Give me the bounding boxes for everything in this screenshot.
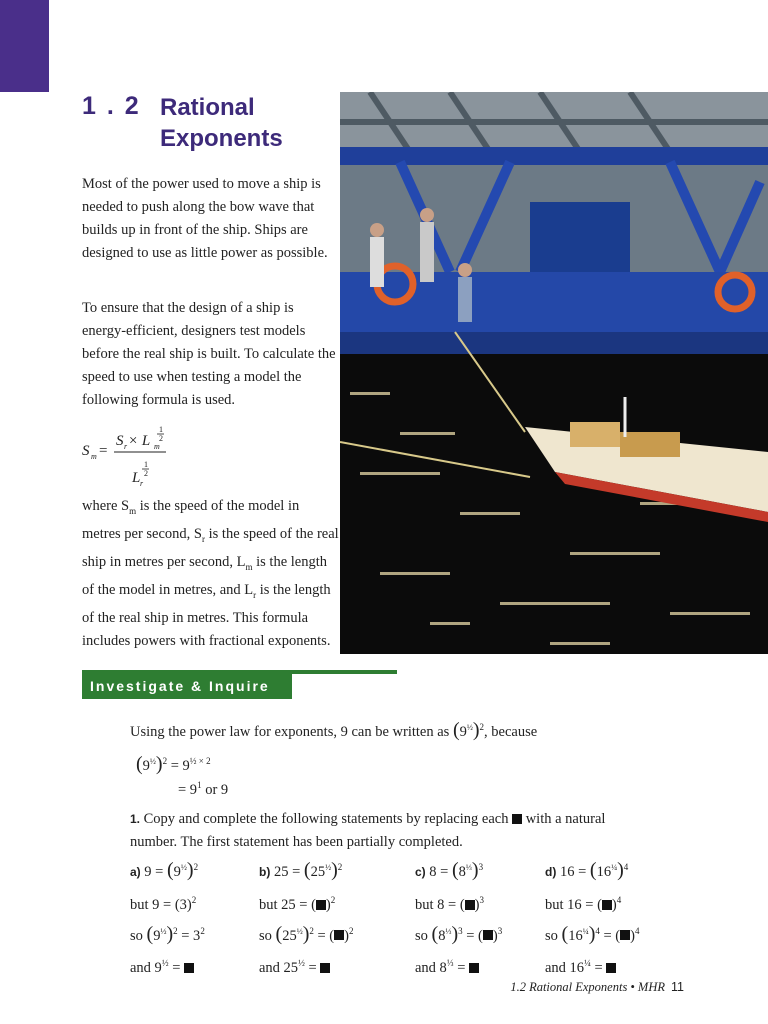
formula-times: × L <box>128 433 151 449</box>
part-c: c) $8 = (8^{\frac{1}{3}})^3$ but 8 = ( )$^3$ so $(8^{\frac{1}{3}})^3$ = ( )$^3$ and $8^{\frac{1}{3}}$ = <box>415 858 503 977</box>
part-b: b) $25 = (25^{\frac{1}{2}})^2$ but 25 = ( )$^2$ so $(25^{\frac{1}{2}})^2$ = ( )$^2$ and $25^{\frac{1}{2}}$ = <box>259 858 354 977</box>
formula-den-half-den: 2 <box>144 469 148 478</box>
section-number: 1 . 2 <box>82 92 141 120</box>
formula-den-half-num: 1 <box>144 460 148 469</box>
formula-lhs-sub: m <box>91 452 97 461</box>
corner-tab <box>0 0 49 92</box>
photo-illustration <box>340 92 768 654</box>
formula-den-sub: r <box>140 479 144 488</box>
intro-paragraph-1: Most of the power used to move a ship is needed to push along the bow wave that builds up in front of the ship. Ships are designed to use as little power as possible. <box>82 176 328 261</box>
formula-num: S <box>116 433 124 449</box>
intro-paragraph-2: To ensure that the design of a ship is energy-efficient, designers test models before the real ship is built. To calculate the speed to use when testing a model the following formula is used. <box>82 300 336 408</box>
page-footer <box>510 980 684 995</box>
part-d: d) $16 = (16^{\frac{1}{4}})^4$ but 16 = ( )$^4$ so $(16^{\frac{1}{4}})^4$ = ( )$^4$ and $16^{\frac{1}{4}}$ = <box>545 858 640 977</box>
formula-num-sub: r <box>124 442 128 451</box>
because-text: , because <box>484 723 538 740</box>
power-law-line-1: $(9^{\frac{1}{2}})^2 = 9^{\frac{1}{2} \times 2}$ <box>136 752 211 775</box>
formula-half-den: 2 <box>159 434 163 443</box>
placeholder-square <box>512 814 522 824</box>
section-title: Rational Exponents <box>160 94 283 152</box>
ship-model-photo <box>340 92 768 654</box>
formula-svg <box>82 420 202 495</box>
power-law-line-2: = $9^1$ or 9 <box>178 780 229 798</box>
investigate-banner: Investigate & Inquire <box>82 674 292 699</box>
footer-text: 1.2 Rational Exponents • MHR <box>510 980 666 994</box>
formula-lhs: S <box>82 443 90 459</box>
speed-formula <box>82 420 202 495</box>
formula-num-sub2: m <box>154 442 160 451</box>
intro-text: Using the power law for exponents, 9 can be written as <box>130 723 450 740</box>
page-number: 11 <box>671 980 684 994</box>
formula-den: L <box>132 470 141 486</box>
formula-half-num: 1 <box>159 425 163 434</box>
question-1: 1. Copy and complete the following statements by replacing each with a natural number. The first statement has been partially completed. <box>130 811 606 850</box>
part-a: a) $9 = (9^{\frac{1}{2}})^2$ but $9 = (3)^2$ so $(9^{\frac{1}{2}})^2 = 3^2$ and $9^{\frac{1}{2}}$ = <box>130 858 205 977</box>
investigate-intro: Using the power law for exponents, 9 can be written as $(9^{\frac{1}{2}})^2$, because <box>130 718 538 741</box>
intro-paragraph-3: where $S_m$ is the speed of the model in metres per second, $S_r$ is the speed of the real ship in metres per second, $L_m$ is the length of the model in metres, and $L_r$ is the length of the real ship in metres. This formula includes powers with fractional exponents. <box>82 498 339 649</box>
question-number: 1. <box>130 812 141 826</box>
svg-text:=: = <box>99 443 108 459</box>
